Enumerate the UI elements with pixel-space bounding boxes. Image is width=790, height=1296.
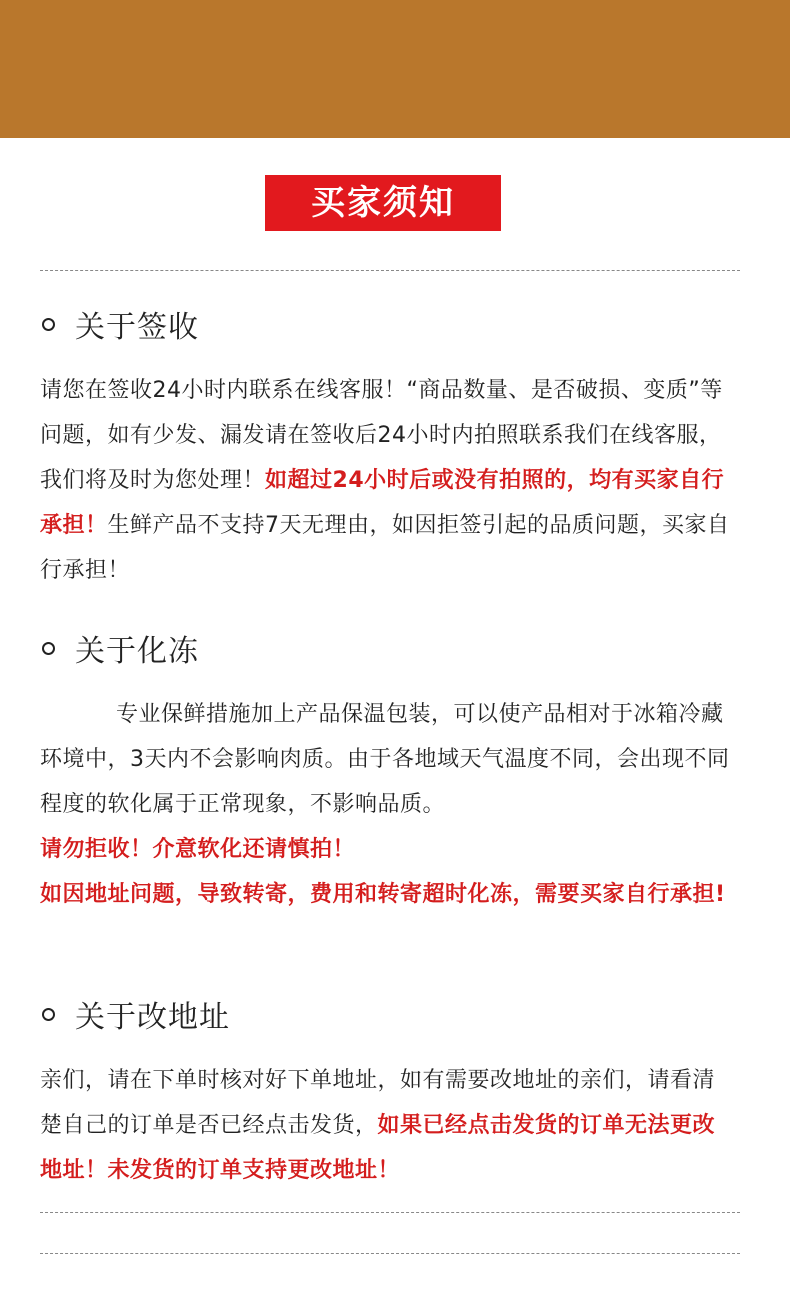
paragraph-text: 专业保鲜措施加上产品保温包装，可以使产品相对于冰箱冷藏环境中，3天内不会影响肉质。由于各地域天气温度不同，会出现不同程度的软化属于正常现象，不影响品质。	[40, 702, 730, 817]
circle-bullet-icon	[42, 1008, 55, 1021]
paragraph-text: 生鲜产品不支持7天无理由，如因拒签引起的品质问题，买家自行承担！	[40, 513, 730, 583]
top-banner	[0, 0, 790, 138]
section-heading-row	[40, 302, 730, 346]
section-title: 关于签收	[75, 310, 199, 345]
divider-top	[40, 270, 740, 271]
paragraph-warning: 请勿拒收！介意软化还请慎拍！	[40, 837, 356, 862]
section-address-change	[40, 992, 730, 1193]
section-title: 关于化冻	[75, 634, 199, 669]
section-heading-row	[40, 992, 730, 1036]
section-paragraph	[40, 692, 730, 917]
section-heading-row	[40, 626, 730, 670]
paragraph-warning: 如果已经点击发货的订单无法更改地址！未发货的订单支持更改地址！	[40, 1113, 716, 1183]
paragraph-warning: 如超过24小时后或没有拍照的，均有买家自行承担！	[40, 468, 725, 538]
divider-bottom-1	[40, 1212, 740, 1213]
paragraph-text: 亲们，请在下单时核对好下单地址，如有需要改地址的亲们，请看清楚自己的订单是否已经点击发货，	[40, 1068, 716, 1138]
circle-bullet-icon	[42, 642, 55, 655]
section-paragraph	[40, 368, 730, 593]
section-paragraph	[40, 1058, 730, 1193]
page-title: 买家须知	[265, 175, 501, 231]
section-thawing	[40, 626, 730, 917]
paragraph-warning: 如因地址问题，导致转寄，费用和转寄超时化冻，需要买家自行承担!	[40, 882, 726, 907]
section-signing	[40, 302, 730, 593]
divider-bottom-2	[40, 1253, 740, 1254]
paragraph-text: 请您在签收24小时内联系在线客服！“商品数量、是否破损、变质”等问题，如有少发、漏发请在签收后24小时内拍照联系我们在线客服，我们将及时为您处理！	[40, 378, 723, 493]
section-title: 关于改地址	[75, 1000, 230, 1035]
circle-bullet-icon	[42, 318, 55, 331]
